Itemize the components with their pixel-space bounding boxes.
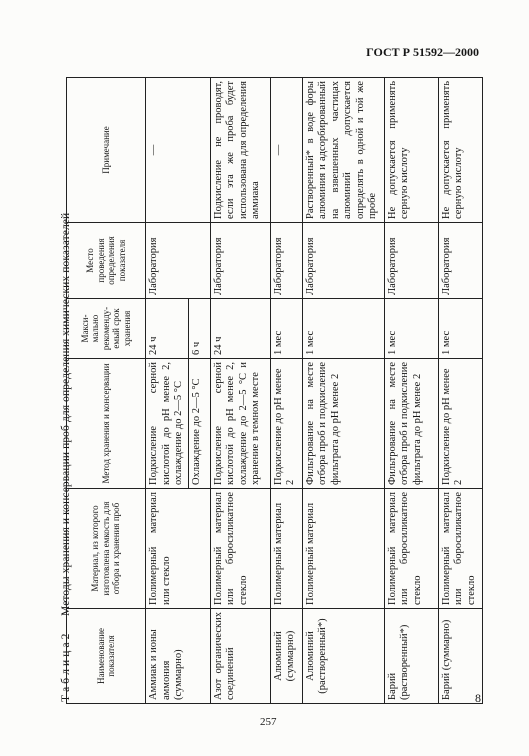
page-number: 8 bbox=[475, 691, 481, 705]
cell-note: — bbox=[270, 78, 302, 223]
cell-name: Барий (растворенный*) bbox=[384, 609, 438, 704]
col-header-material: Материал, из которого изготовлена емкость для отбора и хранения проб bbox=[67, 489, 146, 609]
table-row bbox=[384, 78, 438, 704]
cell-material: Полимерный материал или боросиликатное стекло bbox=[384, 489, 438, 609]
col-header-name: Наименование показателя bbox=[67, 609, 146, 704]
cell-term: 24 ч bbox=[210, 299, 270, 359]
table-row bbox=[146, 78, 189, 704]
cell-note: Подкисление не проводят, если эта же проба будет использована для определения аммиака bbox=[210, 78, 270, 223]
cell-note: Растворенный* в воде форы алюминия и адсорбированный на взвешенных частицах алюминий допускается определять в одной и той же пробе bbox=[302, 78, 384, 223]
cell-note: — bbox=[146, 78, 211, 223]
cell-method: Охлаждение до 2—5 °С bbox=[188, 359, 210, 489]
col-header-method: Метод хранения и консервации bbox=[67, 359, 146, 489]
cell-material: Полимерный материал или боросиликатное стекло bbox=[210, 489, 270, 609]
volume-page-number: 257 bbox=[260, 716, 277, 728]
cell-material: Полимерный материал или стекло bbox=[146, 489, 211, 609]
col-header-note: Примечание bbox=[67, 78, 146, 223]
cell-place: Лаборатория bbox=[210, 223, 270, 299]
cell-method: Подкисление до pH менее 2 bbox=[270, 359, 302, 489]
table-header-row bbox=[67, 78, 146, 704]
cell-term: 1 мес bbox=[302, 299, 384, 359]
cell-name: Алюминий (растворенный*) bbox=[302, 609, 384, 704]
cell-name: Алюминий (суммарно) bbox=[270, 609, 302, 704]
col-header-place: Место проведения определения показателя bbox=[67, 223, 146, 299]
table-row bbox=[270, 78, 302, 704]
cell-note: Не допускается применять серную кислоту bbox=[384, 78, 438, 223]
table-row bbox=[438, 78, 482, 704]
cell-method: Подкисление серной кислотой до pH менее 2, охлаждение до 2—5 °С и хранение в темном месте bbox=[210, 359, 270, 489]
storage-methods-table bbox=[66, 77, 483, 704]
cell-method: Подкисление серной кислотой до pH менее 2, охлаждение до 2—5 °С bbox=[146, 359, 189, 489]
cell-material: Полимерный материал или боросиликатное стекло bbox=[438, 489, 482, 609]
col-header-term: Макси-мально рекоменду-емый срок хранения bbox=[67, 299, 146, 359]
cell-place: Лаборатория bbox=[384, 223, 438, 299]
table-caption: Т а б л и ц а 2 — Методы хранения и консервации проб для определения химических показателей bbox=[60, 212, 72, 702]
cell-name: Аммиак и ионы аммония (суммарно) bbox=[146, 609, 211, 704]
cell-note: Не допускается применять серную кислоту bbox=[438, 78, 482, 223]
cell-term: 1 мес bbox=[270, 299, 302, 359]
cell-place: Лаборатория bbox=[302, 223, 384, 299]
cell-name: Барий (суммарно) bbox=[438, 609, 482, 704]
cell-name: Азот органических соединений bbox=[210, 609, 270, 704]
cell-term: 24 ч bbox=[146, 299, 189, 359]
cell-place: Лаборатория bbox=[270, 223, 302, 299]
cell-term: 1 мес bbox=[438, 299, 482, 359]
standard-header: ГОСТ Р 51592—2000 bbox=[366, 45, 479, 59]
cell-term: 1 мес bbox=[384, 299, 438, 359]
cell-term: 6 ч bbox=[188, 299, 210, 359]
cell-place: Лаборатория bbox=[146, 223, 211, 299]
cell-place: Лаборатория bbox=[438, 223, 482, 299]
cell-method: Фильтрование на месте отбора проб и подкисление фильтрата до pH менее 2 bbox=[384, 359, 438, 489]
cell-method: Подкисление до pH менее 2 bbox=[438, 359, 482, 489]
table-row bbox=[302, 78, 384, 704]
table-rotated bbox=[66, 78, 477, 704]
cell-method: Фильтрование на месте отбора проб и подкисление фильтрата до pH менее 2 bbox=[302, 359, 384, 489]
cell-material: Полимерный материал bbox=[302, 489, 384, 609]
table-row bbox=[210, 78, 270, 704]
cell-material: Полимерный материал bbox=[270, 489, 302, 609]
